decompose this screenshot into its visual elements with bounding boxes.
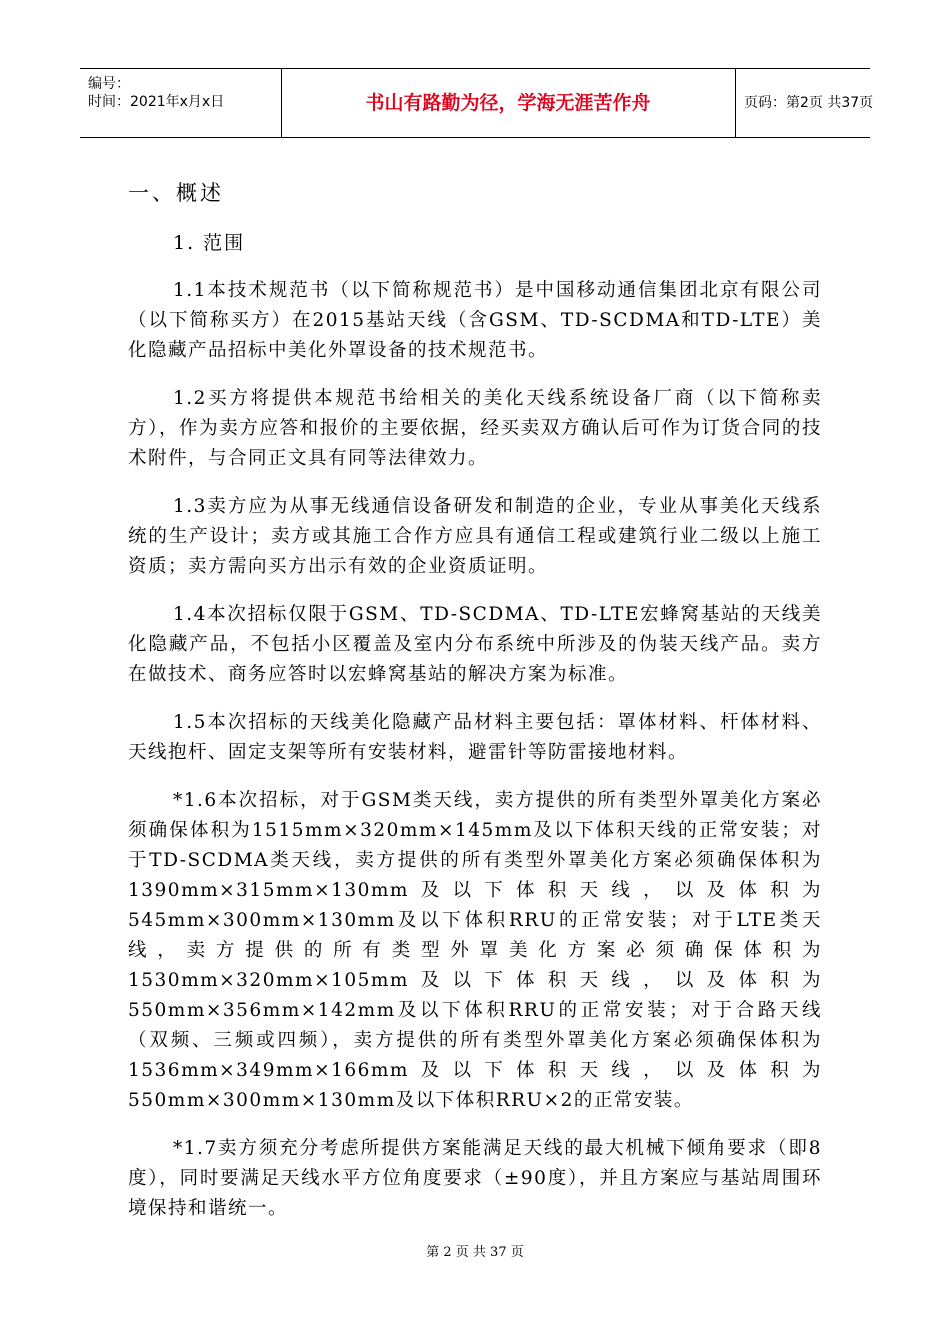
document-number-label: 编号： bbox=[88, 76, 130, 92]
header-page-cell bbox=[736, 69, 874, 137]
document-time-label: 时间：2021年x月x日 bbox=[88, 94, 225, 110]
paragraph-1-7: *1.7卖方须充分考虑所提供方案能满足天线的最大机械下倾角要求（即8度），同时要满足天线水平方位角度要求（±90度），并且方案应与基站周围环境保持和谐统一。 bbox=[128, 1138, 822, 1219]
header-meta-cell bbox=[80, 69, 282, 137]
paragraph-1-2: 1.2买方将提供本规范书给相关的美化天线系统设备厂商（以下简称卖方），作为卖方应答和报价的主要依据，经买卖双方确认后可作为订货合同的技术附件，与合同正文具有同等法律效力。 bbox=[128, 388, 822, 469]
section-title: 一、概述 bbox=[128, 181, 224, 205]
page-footer: 第 2 页 共 37 页 bbox=[426, 1245, 524, 1260]
paragraph-1-3: 1.3卖方应为从事无线通信设备研发和制造的企业，专业从事美化天线系统的生产设计；卖方或其施工合作方应具有通信工程或建筑行业二级以上施工资质；卖方需向买方出示有效的企业资质证明。 bbox=[128, 496, 822, 577]
subsection-title: 1. 范围 bbox=[173, 232, 246, 254]
paragraph-1-6: *1.6本次招标，对于GSM类天线，卖方提供的所有类型外罩美化方案必须确保体积为1515mm×320mm×145mm及以下体积天线的正常安装；对于TD-SCDMA类天线，卖方提供的所有类型外罩美化方案必须确保体积为1390mm×315mm×130mm及以下体积天线，以及体积为545mm×300mm×130mm及以下体积RRU的正常安装；对于LTE类天线，卖方提供的所有类型外罩美化方案必须确保体积为1530mm×320mm×105mm及以下体积天线，以及体积为550mm×356mm×142mm及以下体积RRU的正常安装；对于合路天线（双频、三频或四频），卖方提供的所有类型外罩美化方案必须确保体积为1536mm×349mm×166mm及以下体积天线，以及体积为550mm×300mm×130mm及以下体积RRU×2的正常安装。 bbox=[128, 790, 822, 1111]
document-header bbox=[80, 68, 874, 138]
paragraph-1-1: 1.1本技术规范书（以下简称规范书）是中国移动通信集团北京有限公司（以下简称买方）在2015基站天线（含GSM、TD-SCDMA和TD-LTE）美化隐藏产品招标中美化外罩设备的技术规范书。 bbox=[128, 280, 822, 361]
header-motto-cell bbox=[281, 69, 736, 137]
paragraph-1-4: 1.4本次招标仅限于GSM、TD-SCDMA、TD-LTE宏蜂窝基站的天线美化隐藏产品，不包括小区覆盖及室内分布系统中所涉及的伪装天线产品。卖方在做技术、商务应答时以宏蜂窝基站的解决方案为标准。 bbox=[128, 604, 822, 685]
document-body bbox=[128, 178, 822, 1224]
header-page-number: 页码：第2页 共37页 bbox=[744, 95, 874, 111]
paragraph-1-5: 1.5本次招标的天线美化隐藏产品材料主要包括：罩体材料、杆体材料、天线抱杆、固定支架等所有安装材料，避雷针等防雷接地材料。 bbox=[128, 712, 822, 763]
header-motto: 书山有路勤为径，学海无涯苦作舟 bbox=[365, 92, 651, 114]
